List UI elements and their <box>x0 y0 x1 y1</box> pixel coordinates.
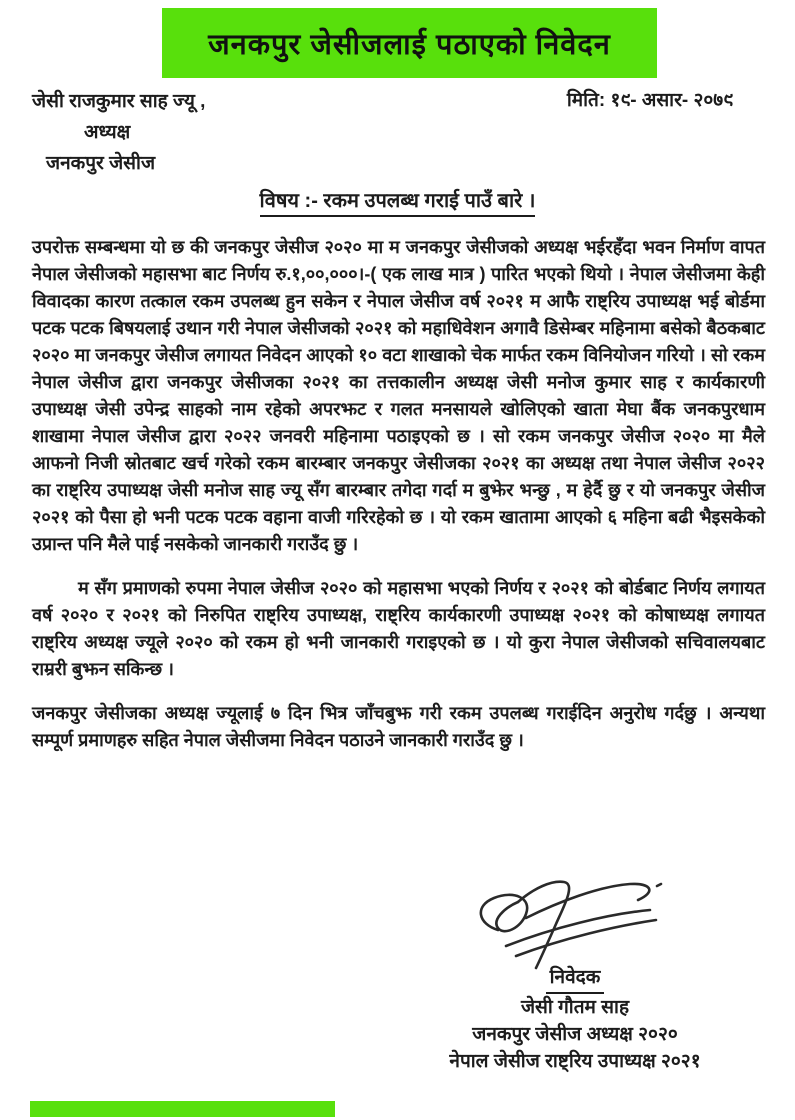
green-highlight-mark <box>30 1101 335 1117</box>
letter-date: मिति: १९- असार- २०७९ <box>566 90 733 111</box>
title-banner <box>162 8 657 78</box>
letter-body <box>32 234 765 771</box>
body-paragraph-2: म सँग प्रमाणको रुपमा नेपाल जेसीज २०२० को महासभा भएको निर्णय र २०२१ को बोर्डबाट निर्णय लगायत वर्ष २०२० र २०२१ को निरुपित राष्ट्रिय उपाध्यक्ष, राष्ट्रिय कार्यकारणी उपाध्यक्ष २०२१ को कोषाध्यक्ष लगायत राष्ट्रिय अध्यक्ष ज्यूले २०२० को रकम हो भनी जानकारी गराइएको छ । यो कुरा नेपाल जेसीजको सचिवालयबाट राम्ररी बुझन सकिन्छ । <box>32 578 765 679</box>
page-title: जनकपुर जेसीजलाई पठाएको निवेदन <box>208 28 611 61</box>
signatory-role-1: जनकपुर जेसीज अध्यक्ष २०२० <box>472 1024 678 1045</box>
handwritten-signature <box>460 872 690 972</box>
body-paragraph-3: जनकपुर जेसीजका अध्यक्ष ज्यूलाई ७ दिन भित्र जाँचबुझ गरी रकम उपलब्ध गराईदिन अनुरोध गर्दछु । अन्यथा सम्पूर्ण प्रमाणहरु सहित नेपाल जेसीजमा निवेदन पठाउने जानकारी गराउँद छु । <box>32 703 765 750</box>
signatory-label-row <box>405 964 745 994</box>
signature-block <box>405 872 745 1075</box>
recipient-title: अध्यक्ष <box>84 122 131 143</box>
addressee-block <box>32 86 205 179</box>
subject-row <box>0 186 795 213</box>
letter-header <box>32 86 763 179</box>
recipient-name: जेसी राजकुमार साह ज्यू , <box>32 91 206 112</box>
recipient-organization: जनकपुर जेसीज <box>46 153 156 174</box>
applicant-label: निवेदक <box>546 964 605 994</box>
signatory-role-2: नेपाल जेसीज राष्ट्रिय उपाध्यक्ष २०२१ <box>449 1051 701 1072</box>
signatory-name: जेसी गौतम साह <box>520 997 630 1018</box>
subject-line: विषय :- रकम उपलब्ध गराई पाउँ बारे । <box>260 190 536 217</box>
body-paragraph-1: उपरोक्त सम्बन्धमा यो छ की जनकपुर जेसीज २०२० मा म जनकपुर जेसीजको अध्यक्ष भईरहँदा भवन निर्माण वापत नेपाल जेसीजको महासभा बाट निर्णय रु.१,००,०००।-( एक लाख मात्र ) पारित भएको थियो । नेपाल जेसीजमा केही विवादका कारण तत्काल रकम उपलब्ध हुन सकेन र नेपाल जेसीज वर्ष २०२१ म आफै राष्ट्रिय उपाध्यक्ष भई बोर्डमा पटक पटक बिषयलाई उथान गरी नेपाल जेसीजको २०२१ को महाधिवेशन अगावै डिसेम्बर महिनामा बसेको बैठकबाट २०२० मा जनकपुर जेसीज लगायत निवेदन आएको १० वटा शाखाको चेक मार्फत रकम विनियोजन गरियो । सो रकम नेपाल जेसीज द्वारा जनकपुर जेसीजका २०२१ का तत्तकालीन अध्यक्ष जेसी मनोज कुमार साह र कार्यकारणी उपाध्यक्ष जेसी उपेन्द्र साहको नाम रहेको अपरझट र गलत मनसायले खोलिएको खाता मेघा बैंक जनकपुरधाम शाखामा नेपाल जेसीज द्वारा २०२२ जनवरी महिनामा पठाइएको छ । सो रकम जनकपुर जेसीज २०२० मा मैले आफनो निजी स्रोतबाट खर्च गरेको रकम बारम्बार जनकपुर जेसीजका २०२१ का अध्यक्ष तथा नेपाल जेसीज २०२२ का राष्ट्रिय उपाध्यक्ष जेसी मनोज साह ज्यू सँग बारम्बार तगेदा गर्दा म बुझेर भन्छु , म हेर्दै छु र यो जनकपुर जेसीज २०२१ को पैसा हो भनी पटक पटक वहाना वाजी गरिरहेको छ । यो रकम खातामा आएको ६ महिना बढी भैइसकेको उप्रान्त पनि मैले पाई नसकेको जानकारी गराउँद छु । <box>32 237 765 554</box>
